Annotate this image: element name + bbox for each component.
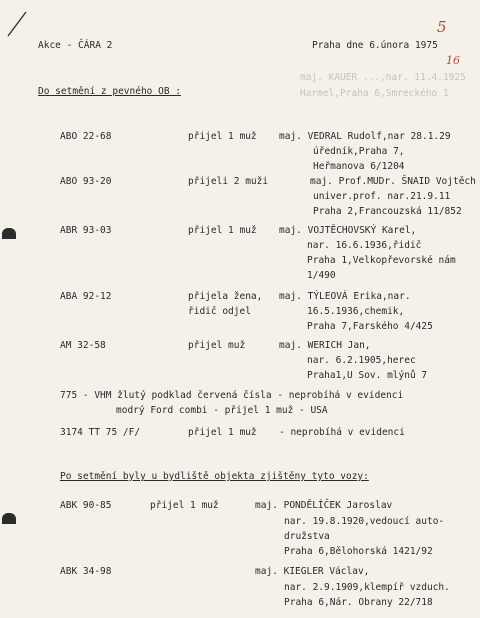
- entry-owner-line: nar. 2.9.1909,klempíř vzduch.: [284, 582, 450, 593]
- entry-owner-line: Praha 2,Francouzská 11/852: [313, 206, 462, 217]
- entry-owner-line: Praha 7,Farského 4/425: [307, 321, 433, 332]
- entry-arrival: přijel 1 muž: [188, 225, 257, 236]
- action-name: Akce - ČÁRA 2: [38, 40, 113, 51]
- entry-owner-line: 16.5.1936,chemik,: [307, 306, 405, 317]
- entry-plate: AM 32-58: [60, 340, 106, 351]
- show-through-text: maj. KAUER ...,nar. 11.4.1925: [300, 72, 466, 83]
- entry-owner-line: maj. VOJTĚCHOVSKÝ Karel,: [279, 225, 417, 236]
- note2-plate: 3174 TT 75 /F/: [60, 427, 141, 438]
- entry-owner-line: nar. 19.8.1920,vedoucí auto-: [284, 516, 445, 527]
- entry-arrival: přijel 1 muž: [188, 131, 257, 142]
- note2-status: - neprobíhá v evidenci: [279, 427, 405, 438]
- entry-owner-line: univer.prof. nar.21.9.11: [313, 191, 451, 202]
- entry-owner-line: úředník,Praha 7,: [313, 146, 405, 157]
- entry-owner-line: Praha 1,Velkopřevorské nám: [307, 255, 456, 266]
- entry-owner-line: maj. KIEGLER Václav,: [255, 566, 370, 577]
- section-title-after-dusk: Po setmění byly u bydliště objekta zjištěny tyto vozy:: [60, 471, 369, 482]
- note2-arrival: přijel 1 muž: [188, 427, 257, 438]
- corner-slash-mark: [6, 10, 28, 38]
- entry-arrival-line-2: řidič odjel: [188, 306, 251, 317]
- handwritten-folio-number: 16: [446, 54, 460, 67]
- entry-arrival: přijel 1 muž: [150, 500, 219, 511]
- show-through-text: Harmel,Praha 6,Smreckého 1: [300, 88, 449, 99]
- entry-arrival: přijel muž: [188, 340, 246, 351]
- entry-owner-line: nar. 6.2.1905,herec: [307, 355, 416, 366]
- entry-arrival: přijela žena,: [188, 291, 263, 302]
- entry-plate: ABA 92-12: [60, 291, 112, 302]
- entry-owner-line: maj. WERICH Jan,: [279, 340, 371, 351]
- entry-plate: ABK 34-98: [60, 566, 112, 577]
- entry-owner-line: nar. 16.6.1936,řidič: [307, 240, 422, 251]
- entry-owner-line: maj. TÝLEOVÁ Erika,nar.: [279, 291, 411, 302]
- entry-arrival: přijeli 2 muži: [188, 176, 269, 187]
- punch-hole-bottom: [2, 513, 16, 524]
- punch-hole-top: [2, 228, 16, 239]
- entry-owner-line: Praha 6,Nár. Obrany 22/718: [284, 597, 433, 608]
- handwritten-page-number: 5: [437, 18, 447, 36]
- entry-plate: ABR 93-03: [60, 225, 112, 236]
- note-line: modrý Ford combi - přijel 1 muž - USA: [116, 405, 328, 416]
- note-line: 775 - VHM žlutý podklad červená čísla - neprobíhá v evidenci: [60, 390, 404, 401]
- entry-plate: ABO 22-68: [60, 131, 112, 142]
- entry-plate: ABO 93-20: [60, 176, 112, 187]
- place-date: Praha dne 6.února 1975: [312, 40, 438, 51]
- entry-owner-line: maj. VEDRAL Rudolf,nar 28.1.29: [279, 131, 451, 142]
- entry-owner-line: maj. Prof.MUDr. ŠNAID Vojtěch: [310, 176, 476, 187]
- section-title-before-dusk: Do setmění z pevného OB :: [38, 86, 181, 97]
- entry-owner-line: maj. PONDĚLÍČEK Jaroslav: [255, 500, 393, 511]
- entry-plate: ABK 90-85: [60, 500, 112, 511]
- entry-owner-line: 1/490: [307, 270, 336, 281]
- entry-owner-line: družstva: [284, 531, 330, 542]
- entry-owner-line: Praha 6,Bělohorská 1421/92: [284, 546, 433, 557]
- entry-owner-line: Heřmanova 6/1204: [313, 161, 405, 172]
- entry-owner-line: Praha1,U Sov. mlýnů 7: [307, 370, 428, 381]
